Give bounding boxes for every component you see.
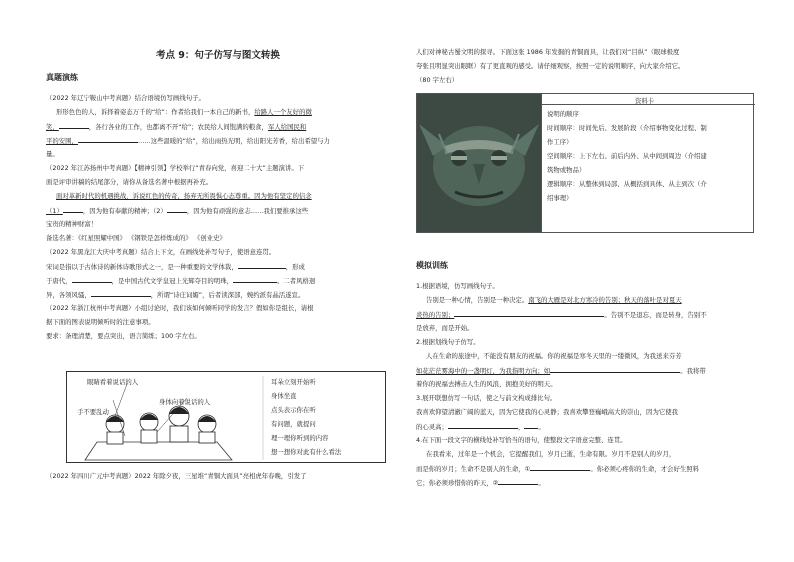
answer-blank[interactable]	[78, 136, 138, 143]
bronze-mask-icon	[417, 94, 541, 232]
section-heading-real-exams: 真题演练	[46, 73, 78, 82]
answer-blank[interactable]	[550, 366, 680, 373]
answer-blank[interactable]	[59, 122, 89, 129]
bronze-mask-photo	[417, 94, 542, 232]
question-intro: （2022 年江苏扬州中考真题）【精神引领】学校举行“青春向党，喜迎二十大”主题演讲。下	[46, 164, 305, 172]
paragraph-line: 而是你的岁月；生命不是别人的生命，① 。你必须心疼你的生命，才会好生照料	[416, 465, 700, 473]
paragraph-line: 面是评审讲稿的结尾部分，请你从备选名著中根据再补充。	[46, 178, 213, 186]
answer-blank[interactable]	[524, 422, 538, 429]
card-heading: 资料卡	[635, 97, 655, 105]
paragraph-line: 我喜欢仰望清澈广阔的蓝天，因为它使我的心灵静；我喜欢攀登巍峨高大的崇山，因为它使我	[416, 408, 679, 416]
paragraph-line: 形形色色的人，诉择着姿态万千的“给”：作者给我们一本自己的新书，给路人一个友好的微	[56, 108, 312, 116]
left-page	[46, 0, 384, 562]
book-options: 备选名著：《红星照耀中国》 《钢铁是怎样炼成的》 《创业史》	[46, 234, 226, 242]
question-intro: （2022 年浙江杭州中考真题）小组讨论时，我们该如何倾听同学的发言？假如你是组长，请根	[46, 304, 314, 312]
question-intro: 2.根据划线句子仿写。	[416, 338, 480, 346]
answer-blank[interactable]	[454, 310, 604, 317]
card-line: 作工序）	[547, 138, 573, 146]
paragraph-line: 据下面的图表说明倾听时的注意事项。	[46, 318, 155, 326]
paragraph-line: 人在生命的旅途中，不能没有朋友的祝福。你的祝福是寒冬天里的一缕微风，为我送来芬芳	[426, 352, 682, 360]
tip-line: 点头表示你在听	[271, 406, 316, 414]
question-intro: 3.展开联想仿写一句话，使之与前文构成排比句。	[416, 394, 557, 402]
paragraph-line: 告别是一种心情，告别是一种决定。南飞的大雁是对北方寒冷的告别；秋天的落叶是对夏天	[426, 296, 682, 304]
paragraph-line: （1） ，因为他有奉献的精神；（2） ，因为他有顽强的意志……我们要推承这些	[46, 207, 309, 215]
question-intro: （2022 年四川广元中考真题）2022 年除夕夜，三星堆“青铜大面具”亮相虎年春晚，引发了	[46, 472, 307, 480]
question-intro: （2022 年黑龙江大庆中考真题）结合上下文，在画线处补写句子，使语意连贯。	[46, 248, 276, 256]
paragraph-line: 异，各领风骚， ，所谓“诗庄词媚”，后者读深部，婉约派有晶活遂宣。	[46, 291, 305, 299]
paragraph-line: 笑， ，各行各业的工作，也都离不开“给”；农民给人间饱满的粮食，军人给国民和	[46, 123, 307, 131]
answer-blank[interactable]	[498, 478, 538, 485]
tip-line: 理一理你听到的内容	[271, 434, 329, 442]
paragraph-line: 是放弃，而是开始。	[416, 324, 474, 332]
tip-line: 耳朵立刻开始听	[271, 378, 316, 386]
paragraph-line: 炎热的告别； 。告别不是退忘，而是转身，告别不	[416, 311, 707, 319]
cartoon-label: 身体向着说话的人	[159, 398, 211, 406]
cartoon-label: 手不要乱动	[77, 408, 109, 416]
paragraph-line: 量。	[46, 150, 59, 158]
answer-blank[interactable]	[238, 262, 286, 269]
paragraph-line: 面对革新时代的机遇挑战，诉说红色的传奇，扬弃无所畏惧心态尊重。因为他有坚定的信念	[56, 192, 312, 200]
paragraph-line: 夸张且明显突出眼眶）有了更直观的感受。请仔细观察，按照一定的说明顺序，向大家介绍它。	[416, 62, 685, 70]
question-intro: （2022 年辽宁鞍山中考真题）结合语境仿写画线句子。	[46, 94, 205, 102]
paragraph-line: 平的安围， ……这些温暖的“给”，给出雨热光明，给出阳光芳香，给出希望与力	[46, 137, 330, 145]
answer-blank[interactable]	[91, 290, 151, 297]
paragraph-line: 如花茫茫雾海中的一盏明灯，为我指明方向；如 。我将带	[416, 367, 706, 375]
listening-cartoon	[66, 371, 386, 463]
paragraph-line: 它；你必须珍惜你的昨天，② 。	[416, 479, 545, 487]
paragraph-line: 的心灵高； ， 。	[416, 423, 545, 431]
answer-blank[interactable]	[233, 276, 277, 283]
cartoon-label: 眼睛看着说话的人	[87, 378, 139, 386]
paragraph-line: 着你的祝福去搏击人生的风浪，拥抱美好的明天。	[416, 380, 557, 388]
card-divider	[541, 104, 755, 105]
question-intro: 1.根据语境，仿写画线句子。	[416, 282, 499, 290]
paragraph-line: 宝贵的精神财富！	[46, 220, 98, 228]
card-line: 时间顺序：时间先后、发展阶段（介绍事物变化过程、制	[547, 124, 707, 132]
question-intro: 4.在下面一段文字的横线处补写恰当的语句，使整段文字语意完整、连贯。	[416, 436, 627, 444]
answer-blank[interactable]	[167, 206, 187, 213]
card-line: 筑物或物品）	[547, 166, 586, 174]
answer-blank[interactable]	[72, 276, 112, 283]
paragraph-line: 于唐代， ，是中国古代文学皇冠上光辉夺目的明珠， 。二者风格迥	[46, 277, 316, 285]
paragraph-line: 宋词是指以于古体诗的新体诗歌形式之一，是一种重要的文学体裁， ，形成	[46, 263, 305, 271]
section-heading-mock-training: 模拟训练	[416, 261, 448, 270]
card-line: 逻辑顺序：从整体到局部、从概括到具体、从主到次（介	[547, 180, 707, 188]
answer-blank[interactable]	[448, 422, 518, 429]
tip-line: 想一想你对此有什么看法	[271, 448, 342, 456]
page-title: 考点 9：句子仿写与图文转换	[156, 50, 280, 61]
right-page	[416, 0, 754, 562]
tip-line: 身体坐直	[271, 392, 297, 400]
info-card	[416, 93, 754, 233]
requirement-line: 要求：条理清楚，要点突出，语言简练；100 字左右。	[46, 332, 201, 340]
card-line: 说明的顺序	[547, 110, 579, 118]
tip-line: 有问题，就提问	[271, 420, 316, 428]
paragraph-line: 人们对神秘古蜀文明的探寻。下面这张 1986 年发掘的青铜面具，让我们对“目纵”（眼球极度	[416, 48, 680, 56]
card-line: 绍事理）	[547, 194, 573, 202]
card-line: 空间顺序：上下左右、前后内外、从中间到周边（介绍建	[547, 152, 707, 160]
answer-blank[interactable]	[530, 464, 590, 471]
answer-blank[interactable]	[63, 206, 83, 213]
paragraph-line: （80 字左右）	[416, 76, 459, 84]
paragraph-line: 在我看来，过年是一个机会，它提醒我们，岁月已逝，生命有限。岁月不是别人的岁月，	[426, 450, 676, 458]
